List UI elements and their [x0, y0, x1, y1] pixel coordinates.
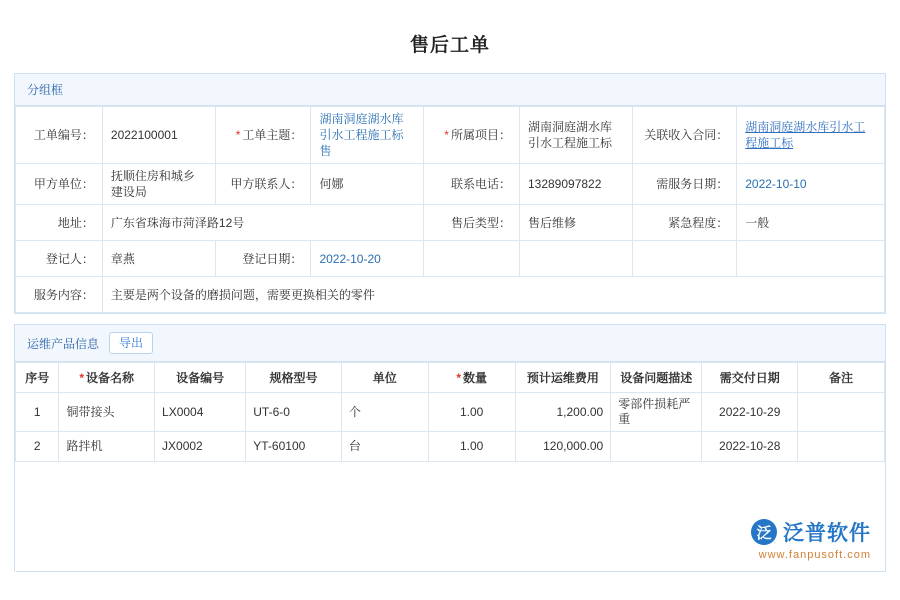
field-label-address: 地址：: [16, 205, 103, 241]
col-cost: 预计运维费用: [515, 363, 611, 393]
cell-cost[interactable]: 120,000.00: [515, 432, 611, 462]
field-label-empty-1: [424, 241, 520, 277]
field-label-service-content: 服务内容：: [16, 277, 103, 313]
grid-empty-area: [15, 462, 885, 580]
products-table: [15, 362, 885, 462]
col-unit: 单位: [341, 363, 428, 393]
products-panel-header: [15, 325, 885, 362]
export-button[interactable]: 导出: [109, 332, 153, 354]
products-panel: [14, 324, 886, 572]
field-label-client-company: 甲方单位：: [16, 164, 103, 205]
field-label-project: * 所属项目：: [424, 107, 520, 164]
form-panel: [14, 73, 886, 314]
field-label-register-date: 登记日期：: [215, 241, 311, 277]
cell-device-code[interactable]: LX0004: [155, 393, 246, 432]
cell-quantity[interactable]: 1.00: [428, 393, 515, 432]
products-table-header-row: [16, 363, 885, 393]
cell-remark[interactable]: [798, 432, 885, 462]
cell-cost[interactable]: 1,200.00: [515, 393, 611, 432]
col-quantity: * 数量: [428, 363, 515, 393]
form-row-service-content: [16, 277, 885, 313]
field-value-registrant[interactable]: 章燕: [102, 241, 215, 277]
cell-delivery-date[interactable]: 2022-10-29: [702, 393, 798, 432]
field-value-empty-2[interactable]: [737, 241, 885, 277]
cell-quantity[interactable]: 1.00: [428, 432, 515, 462]
col-device-name: * 设备名称: [59, 363, 155, 393]
products-panel-title: 运维产品信息: [27, 336, 100, 351]
cell-device-name[interactable]: 铜带接头: [59, 393, 155, 432]
field-value-empty-1[interactable]: [519, 241, 632, 277]
field-label-order-no: 工单编号：: [16, 107, 103, 164]
field-value-address[interactable]: 广东省珠海市菏泽路12号: [102, 205, 424, 241]
field-label-service-date: 需服务日期：: [632, 164, 736, 205]
field-label-income-contract: 关联收入合同：: [632, 107, 736, 164]
cell-unit[interactable]: 台: [341, 432, 428, 462]
field-label-order-subject: * 工单主题：: [215, 107, 311, 164]
field-value-order-no[interactable]: 2022100001: [102, 107, 215, 164]
form-panel-header: [15, 74, 885, 106]
cell-index: 1: [16, 393, 59, 432]
required-mark-icon: *: [456, 371, 461, 385]
field-label-urgency: 紧急程度：: [632, 205, 736, 241]
field-value-service-content[interactable]: 主要是两个设备的磨损问题，需要更换相关的零件: [102, 277, 884, 313]
field-label-empty-2: [632, 241, 736, 277]
field-value-phone[interactable]: 13289097822: [519, 164, 632, 205]
required-mark-icon: *: [444, 128, 449, 142]
form-panel-title: 分组框: [27, 83, 64, 97]
col-device-code: 设备编号: [155, 363, 246, 393]
cell-device-code[interactable]: JX0002: [155, 432, 246, 462]
table-row[interactable]: [16, 432, 885, 462]
field-value-service-type[interactable]: 售后维修: [519, 205, 632, 241]
cell-issue[interactable]: 零部件损耗严重: [611, 393, 702, 432]
form-row: [16, 205, 885, 241]
cell-unit[interactable]: 个: [341, 393, 428, 432]
col-delivery-date: 需交付日期: [702, 363, 798, 393]
page-title: 售后工单: [409, 35, 490, 56]
cell-delivery-date[interactable]: 2022-10-28: [702, 432, 798, 462]
field-value-urgency[interactable]: 一般: [737, 205, 885, 241]
order-form-table: [15, 106, 885, 313]
table-row[interactable]: [16, 393, 885, 432]
required-mark-icon: *: [235, 128, 241, 142]
cell-model[interactable]: UT-6-0: [246, 393, 342, 432]
field-value-service-date[interactable]: 2022-10-10: [737, 164, 885, 205]
required-mark-icon: *: [79, 371, 85, 385]
cell-index: 2: [16, 432, 59, 462]
brand-url: www.fanpusoft.com: [758, 549, 871, 561]
cell-device-name[interactable]: 路拌机: [59, 432, 155, 462]
field-label-service-type: 售后类型：: [424, 205, 520, 241]
field-value-client-company[interactable]: 抚顺住房和城乡建设局: [102, 164, 215, 205]
income-contract-link[interactable]: 湖南洞庭湖水库引水工程施工标: [745, 120, 866, 150]
field-value-order-subject[interactable]: 湖南洞庭湖水库引水工程施工标售: [311, 107, 424, 164]
col-index: 序号: [16, 363, 59, 393]
form-row: [16, 241, 885, 277]
col-model: 规格型号: [246, 363, 342, 393]
field-value-project[interactable]: 湖南洞庭湖水库引水工程施工标: [519, 107, 632, 164]
field-label-registrant: 登记人：: [16, 241, 103, 277]
field-label-client-contact: 甲方联系人：: [215, 164, 311, 205]
cell-model[interactable]: YT-60100: [246, 432, 342, 462]
cell-remark[interactable]: [798, 393, 885, 432]
field-label-phone: 联系电话：: [424, 164, 520, 205]
cell-issue[interactable]: [611, 432, 702, 462]
field-value-register-date[interactable]: 2022-10-20: [311, 241, 424, 277]
field-value-income-contract: [737, 107, 885, 164]
form-row: [16, 164, 885, 205]
field-value-client-contact[interactable]: 何娜: [311, 164, 424, 205]
col-remark: 备注: [798, 363, 885, 393]
brand-name: 泛普软件: [783, 522, 871, 545]
form-row: [16, 107, 885, 164]
brand-logo-icon: 泛: [751, 519, 777, 545]
col-issue: 设备问题描述: [611, 363, 702, 393]
